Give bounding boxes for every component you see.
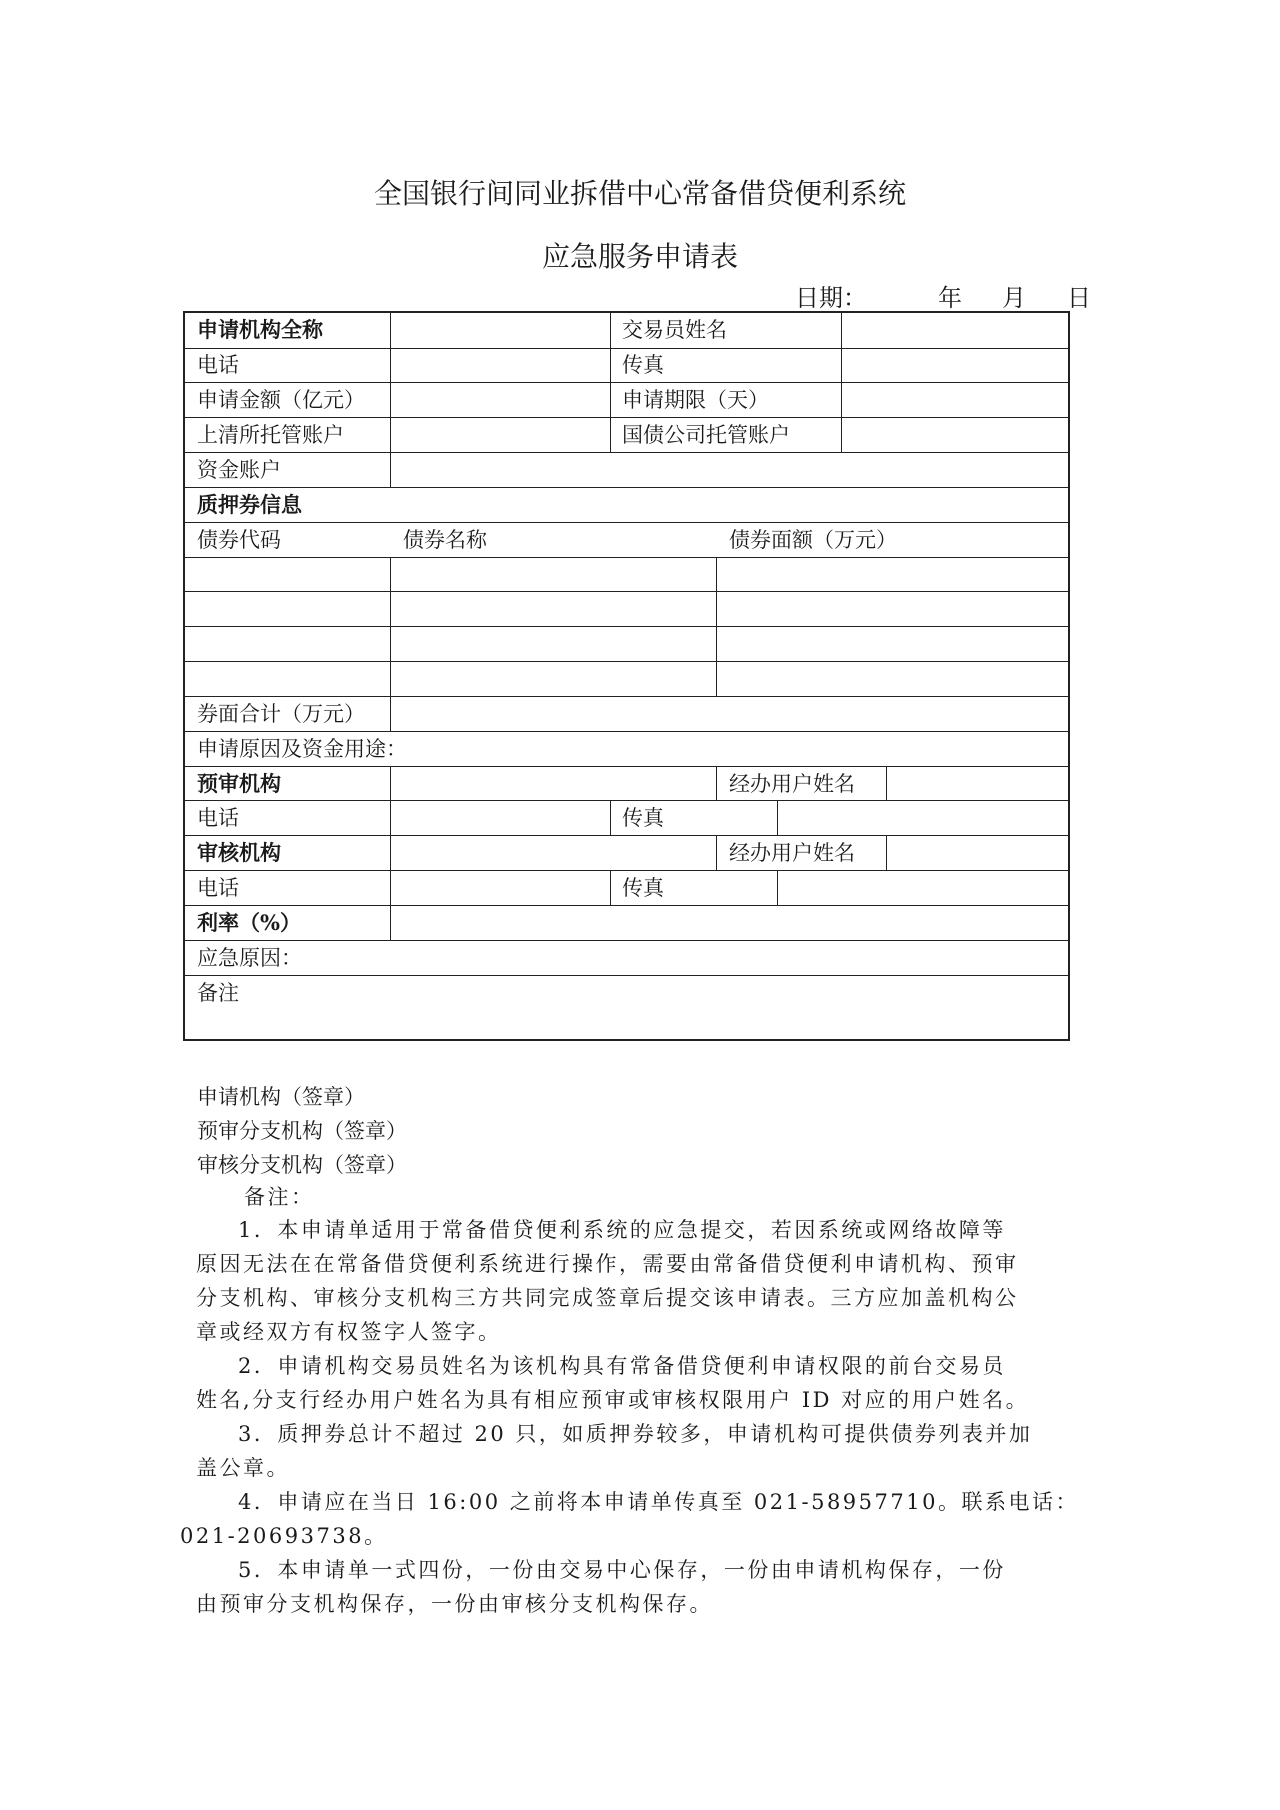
row-divider (185, 452, 1070, 453)
label-emergency-reason: 应急原因： (197, 946, 302, 970)
col-divider (841, 313, 842, 452)
doc-title: 全国银行间同业拆借中心常备借贷便利系统 (373, 177, 906, 210)
notes-heading: 备注： (244, 1185, 315, 1209)
label-preaudit-phone: 电话 (197, 806, 239, 830)
date-year: 年 (938, 284, 962, 312)
note-5-line-1: 5．本申请单一式四份，一份由交易中心保存，一份由申请机构保存，一份 (238, 1558, 1006, 1582)
date-month: 月 (1002, 284, 1026, 312)
doc-subtitle: 应急服务申请表 (541, 240, 738, 273)
label-ccdc-account: 国债公司托管账户 (622, 423, 790, 447)
row-divider (185, 591, 1070, 592)
col-divider (716, 766, 717, 801)
col-divider (610, 313, 611, 452)
row-divider (185, 522, 1070, 523)
row-divider (185, 905, 1070, 906)
label-collateral-info: 质押券信息 (197, 492, 302, 517)
note-5-line-2: 由预审分支机构保存，一份由审核分支机构保存。 (196, 1592, 713, 1616)
row-divider (185, 766, 1070, 767)
note-1-line-3: 分支机构、审核分支机构三方共同完成签章后提交该申请表。三方应加盖机构公 (196, 1286, 1019, 1310)
col-divider (777, 800, 778, 835)
label-amount: 申请金额（亿元） (197, 388, 365, 412)
row-divider (185, 487, 1070, 488)
row-divider (185, 835, 1070, 836)
application-form (183, 311, 1070, 1041)
note-3-line-1: 3．质押券总计不超过 20 只，如质押券较多，申请机构可提供债券列表并加 (238, 1422, 1033, 1446)
note-3-line-2: 盖公章。 (196, 1456, 290, 1480)
col-divider (390, 313, 391, 487)
col-divider (390, 766, 391, 940)
signature-preaudit-branch: 预审分支机构（签章） (197, 1119, 407, 1143)
col-divider (716, 835, 717, 870)
col-divider (610, 800, 611, 835)
note-1-line-4: 章或经双方有权签字人签字。 (196, 1320, 502, 1344)
label-interest-rate: 利率（%） (197, 910, 301, 935)
label-audit-fax: 传真 (622, 876, 664, 900)
note-4-line-1: 4．申请应在当日 16:00 之前将本申请单传真至 021-58957710。联系电话： (238, 1490, 1079, 1514)
note-2-line-1: 2．申请机构交易员姓名为该机构具有常备借贷便利申请权限的前台交易员 (238, 1354, 1006, 1378)
date-label: 日期： (795, 284, 867, 312)
label-applicant-name: 申请机构全称 (197, 317, 323, 342)
label-audit-phone: 电话 (197, 876, 239, 900)
label-bond-face-value: 债券面额（万元） (729, 528, 897, 552)
col-divider (610, 870, 611, 905)
note-1-line-1: 1．本申请单适用于常备借贷便利系统的应急提交，若因系统或网络故障等 (238, 1218, 1006, 1242)
signature-applicant: 申请机构（签章） (197, 1085, 365, 1109)
col-divider (716, 557, 717, 696)
label-phone: 电话 (197, 353, 239, 377)
row-divider (185, 557, 1070, 558)
col-divider (777, 870, 778, 905)
label-bond-name: 债券名称 (403, 528, 487, 552)
label-face-total: 券面合计（万元） (197, 702, 365, 726)
label-term: 申请期限（天） (622, 388, 769, 412)
label-preaudit-institution: 预审机构 (197, 771, 281, 796)
label-preaudit-fax: 传真 (622, 806, 664, 830)
row-divider (185, 626, 1070, 627)
col-divider (886, 766, 887, 801)
signature-audit-branch: 审核分支机构（签章） (197, 1153, 407, 1177)
label-remarks: 备注 (197, 981, 239, 1005)
label-audit-operator: 经办用户姓名 (729, 841, 855, 865)
row-divider (185, 661, 1070, 662)
row-divider (185, 975, 1070, 976)
label-preaudit-operator: 经办用户姓名 (729, 772, 855, 796)
col-divider (390, 557, 391, 731)
label-fund-account: 资金账户 (197, 458, 281, 482)
label-audit-institution: 审核机构 (197, 840, 281, 865)
note-1-line-2: 原因无法在在常备借贷便利系统进行操作，需要由常备借贷便利申请机构、预审 (196, 1252, 1019, 1276)
label-shch-account: 上清所托管账户 (197, 423, 344, 447)
note-2-line-2: 姓名,分支行经办用户姓名为具有相应预审或审核权限用户 ID 对应的用户姓名。 (196, 1388, 1030, 1412)
label-fax: 传真 (622, 353, 664, 377)
label-reason-usage: 申请原因及资金用途： (197, 737, 407, 761)
label-bond-code: 债券代码 (197, 528, 281, 552)
row-divider (185, 940, 1070, 941)
label-trader-name: 交易员姓名 (622, 318, 727, 342)
note-4-line-2: 021-20693738。 (180, 1524, 388, 1548)
col-divider (886, 835, 887, 870)
date-day: 日 (1067, 284, 1091, 312)
